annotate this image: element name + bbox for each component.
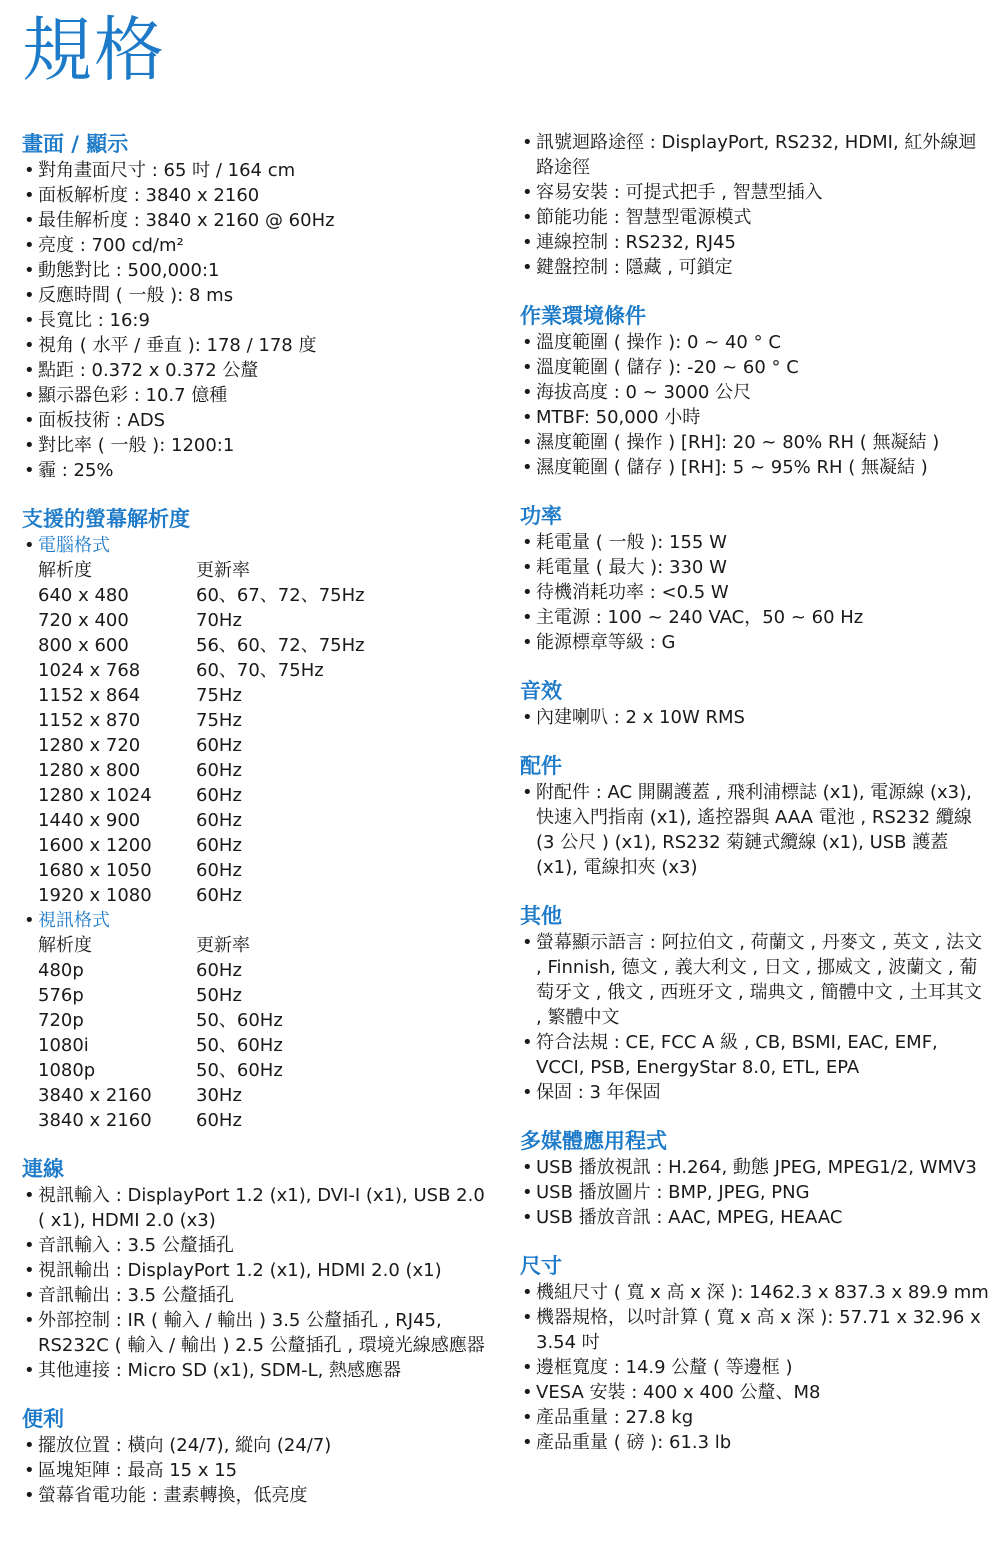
list-item: • 節能功能 : 智慧型電源模式 (520, 205, 990, 230)
refresh-cell: 50、60Hz (196, 1035, 283, 1056)
resolution-cell: 640 x 480 (38, 585, 129, 606)
table-row (38, 1008, 492, 1033)
list-item: • VESA 安裝 : 400 x 400 公釐、M8 (520, 1380, 990, 1405)
list-item: • 螢幕省電功能 : 畫素轉換，低亮度 (22, 1483, 492, 1508)
resolution-cell: 1152 x 870 (38, 710, 141, 731)
list-item: • 能源標章等級 : G (520, 630, 990, 655)
column-header-refresh: 更新率 (196, 560, 250, 581)
list-item: • 訊號迴路途徑 : DisplayPort, RS232, HDMI, 紅外線迴路途徑 (520, 130, 990, 180)
operating-list (520, 330, 990, 480)
list-item: • 溫度範圍 ( 儲存 ): -20 ~ 60 ° C (520, 355, 990, 380)
resolution-cell: 1440 x 900 (38, 810, 141, 831)
list-item: • 視訊輸出 : DisplayPort 1.2 (x1), HDMI 2.0 (x1) (22, 1258, 492, 1283)
list-item: • 動態對比 : 500,000:1 (22, 258, 492, 283)
table-row (38, 858, 492, 883)
list-item: • 顯示器色彩 : 10.7 億種 (22, 383, 492, 408)
resolution-cell: 576p (38, 985, 84, 1006)
list-item: • 音訊輸入 : 3.5 公釐插孔 (22, 1233, 492, 1258)
table-header-row (38, 933, 492, 958)
refresh-cell: 60Hz (196, 960, 242, 981)
list-item: • 耗電量 ( 最大 ): 330 W (520, 555, 990, 580)
list-item: • 螢幕顯示語言 : 阿拉伯文 , 荷蘭文 , 丹麥文 , 英文 , 法文 , Finnish, 德文 , 義大利文 , 日文 , 挪威文 , 波蘭文 , 葡萄牙文 , 俄文 , 西班牙文 , 瑞典文 , 簡體中文 , 土耳其文 , 繁體中文 (520, 930, 990, 1030)
list-item: • 面板技術 : ADS (22, 408, 492, 433)
display-list (22, 158, 492, 483)
table-row (38, 1033, 492, 1058)
section-accessories (520, 752, 990, 880)
refresh-cell: 60Hz (196, 885, 242, 906)
resolution-cell: 720p (38, 1010, 84, 1031)
resolution-cell: 480p (38, 960, 84, 981)
pc-resolution-table (38, 558, 492, 908)
resolution-cell: 1024 x 768 (38, 660, 141, 681)
table-row (38, 833, 492, 858)
section-sound (520, 677, 990, 730)
table-row (38, 633, 492, 658)
left-column (22, 130, 492, 1508)
table-row (38, 958, 492, 983)
section-heading-power: 功率 (520, 504, 562, 528)
section-resolutions (22, 505, 492, 1133)
list-item: • 溫度範圍 ( 操作 ): 0 ~ 40 ° C (520, 330, 990, 355)
section-operating-conditions (520, 302, 990, 480)
section-heading-convenience: 便利 (22, 1407, 64, 1431)
resolution-cell: 1080i (38, 1035, 89, 1056)
table-row (38, 808, 492, 833)
list-item: • 霾 : 25% (22, 458, 492, 483)
list-item: • 對比率 ( 一般 ): 1200:1 (22, 433, 492, 458)
section-heading-accessories: 配件 (520, 754, 562, 778)
list-item: • MTBF: 50,000 小時 (520, 405, 990, 430)
list-item: • 外部控制 : IR ( 輸入 / 輸出 ) 3.5 公釐插孔 , RJ45, RS232C ( 輸入 / 輸出 ) 2.5 公釐插孔 , 環境光線感應器 (22, 1308, 492, 1358)
subheading-video-format: • 視訊格式 (22, 908, 492, 933)
section-heading-multimedia: 多媒體應用程式 (520, 1129, 667, 1153)
refresh-cell: 60Hz (196, 810, 242, 831)
list-item: • 主電源 : 100 ~ 240 VAC，50 ~ 60 Hz (520, 605, 990, 630)
accessories-list (520, 780, 990, 880)
list-item: • 海拔高度 : 0 ~ 3000 公尺 (520, 380, 990, 405)
table-row (38, 658, 492, 683)
table-row (38, 608, 492, 633)
list-item: • 視角 ( 水平 / 垂直 ): 178 / 178 度 (22, 333, 492, 358)
refresh-cell: 60、67、72、75Hz (196, 585, 365, 606)
list-item: • 面板解析度 : 3840 x 2160 (22, 183, 492, 208)
sound-list (520, 705, 990, 730)
refresh-cell: 56、60、72、75Hz (196, 635, 365, 656)
resolution-cell: 1080p (38, 1060, 96, 1081)
section-heading-display: 畫面 / 顯示 (22, 132, 129, 156)
section-multimedia (520, 1127, 990, 1230)
section-dimensions (520, 1252, 990, 1455)
list-item: • 區塊矩陣 : 最高 15 x 15 (22, 1458, 492, 1483)
convenience-list (22, 1433, 492, 1508)
refresh-cell: 50Hz (196, 985, 242, 1006)
table-row (38, 758, 492, 783)
list-item: • 連線控制 : RS232, RJ45 (520, 230, 990, 255)
resolution-cell: 1152 x 864 (38, 685, 141, 706)
misc-list (520, 930, 990, 1105)
convenience-continued-list (520, 130, 990, 280)
list-item: • 機組尺寸 ( 寬 x 高 x 深 ): 1462.3 x 837.3 x 89.9 mm (520, 1280, 990, 1305)
list-item: • USB 播放圖片 : BMP, JPEG, PNG (520, 1180, 990, 1205)
resolution-cell: 1680 x 1050 (38, 860, 152, 881)
right-column (520, 130, 990, 1455)
resolution-cell: 720 x 400 (38, 610, 129, 631)
column-header-resolution: 解析度 (38, 935, 92, 956)
list-item: • 最佳解析度 : 3840 x 2160 @ 60Hz (22, 208, 492, 233)
refresh-cell: 60Hz (196, 835, 242, 856)
list-item: • 耗電量 ( 一般 ): 155 W (520, 530, 990, 555)
list-item: • USB 播放視訊 : H.264, 動態 JPEG, MPEG1/2, WMV3 (520, 1155, 990, 1180)
refresh-cell: 70Hz (196, 610, 242, 631)
refresh-cell: 75Hz (196, 710, 242, 731)
refresh-cell: 60、70、75Hz (196, 660, 324, 681)
table-row (38, 683, 492, 708)
list-item: • 邊框寬度 : 14.9 公釐 ( 等邊框 ) (520, 1355, 990, 1380)
list-item: • 符合法規 : CE, FCC A 級 , CB, BSMI, EAC, EMF, VCCI, PSB, EnergyStar 8.0, ETL, EPA (520, 1030, 990, 1080)
column-header-refresh: 更新率 (196, 935, 250, 956)
table-header-row (38, 558, 492, 583)
table-row (38, 583, 492, 608)
refresh-cell: 30Hz (196, 1085, 242, 1106)
resolution-cell: 1280 x 1024 (38, 785, 152, 806)
section-convenience-continued (520, 130, 990, 280)
resolution-cell: 3840 x 2160 (38, 1110, 152, 1131)
table-row (38, 783, 492, 808)
table-row (38, 733, 492, 758)
resolution-cell: 1600 x 1200 (38, 835, 152, 856)
resolution-cell: 800 x 600 (38, 635, 129, 656)
refresh-cell: 60Hz (196, 860, 242, 881)
list-item: • 其他連接 : Micro SD (x1), SDM-L, 熱感應器 (22, 1358, 492, 1383)
refresh-cell: 60Hz (196, 1110, 242, 1131)
video-resolution-table (38, 933, 492, 1133)
list-item: • 鍵盤控制 : 隱藏 , 可鎖定 (520, 255, 990, 280)
list-item: • 音訊輸出 : 3.5 公釐插孔 (22, 1283, 492, 1308)
section-heading-connectivity: 連線 (22, 1157, 64, 1181)
resolution-cell: 1280 x 800 (38, 760, 141, 781)
resolution-cell: 1280 x 720 (38, 735, 141, 756)
connectivity-list (22, 1183, 492, 1383)
refresh-cell: 60Hz (196, 785, 242, 806)
list-item: • 保固 : 3 年保固 (520, 1080, 990, 1105)
list-item: • 擺放位置 : 橫向 (24/7), 縱向 (24/7) (22, 1433, 492, 1458)
table-row (38, 883, 492, 908)
refresh-cell: 50、60Hz (196, 1060, 283, 1081)
resolution-cell: 1920 x 1080 (38, 885, 152, 906)
list-item: • 機器規格，以吋計算 ( 寬 x 高 x 深 ): 57.71 x 32.96 x 3.54 吋 (520, 1305, 990, 1355)
section-connectivity (22, 1155, 492, 1383)
table-row (38, 1058, 492, 1083)
list-item: • 內建喇叭 : 2 x 10W RMS (520, 705, 990, 730)
subheading-pc-format: • 電腦格式 (22, 533, 492, 558)
column-header-resolution: 解析度 (38, 560, 92, 581)
resolution-cell: 3840 x 2160 (38, 1085, 152, 1106)
list-item: • 附配件 : AC 開關護蓋 , 飛利浦標誌 (x1), 電源線 (x3), 快速入門指南 (x1), 遙控器與 AAA 電池 , RS232 纜線 (3 公尺 ) (x1), RS232 菊鏈式纜線 (x1), USB 護蓋 (x1), 電線扣夾 (x3) (520, 780, 990, 880)
list-item: • 點距 : 0.372 x 0.372 公釐 (22, 358, 492, 383)
power-list (520, 530, 990, 655)
list-item: • 反應時間 ( 一般 ): 8 ms (22, 283, 492, 308)
list-item: • 待機消耗功率 : <0.5 W (520, 580, 990, 605)
refresh-cell: 50、60Hz (196, 1010, 283, 1031)
list-item: • USB 播放音訊 : AAC, MPEG, HEAAC (520, 1205, 990, 1230)
section-heading-operating: 作業環境條件 (520, 304, 646, 328)
refresh-cell: 75Hz (196, 685, 242, 706)
dimensions-list (520, 1280, 990, 1455)
section-display (22, 130, 492, 483)
list-item: • 濕度範圍 ( 操作 ) [RH]: 20 ~ 80% RH ( 無凝結 ) (520, 430, 990, 455)
table-row (38, 983, 492, 1008)
table-row (38, 708, 492, 733)
section-heading-misc: 其他 (520, 904, 562, 928)
table-row (38, 1108, 492, 1133)
list-item: • 產品重量 ( 磅 ): 61.3 lb (520, 1430, 990, 1455)
list-item: • 對角畫面尺寸 : 65 吋 / 164 cm (22, 158, 492, 183)
section-heading-sound: 音效 (520, 679, 562, 703)
list-item: • 濕度範圍 ( 儲存 ) [RH]: 5 ~ 95% RH ( 無凝結 ) (520, 455, 990, 480)
list-item: • 亮度 : 700 cd/m² (22, 233, 492, 258)
section-heading-dimensions: 尺寸 (520, 1254, 562, 1278)
multimedia-list (520, 1155, 990, 1230)
section-convenience (22, 1405, 492, 1508)
section-misc (520, 902, 990, 1105)
list-item: • 產品重量 : 27.8 kg (520, 1405, 990, 1430)
section-heading-resolutions: 支援的螢幕解析度 (22, 507, 190, 531)
refresh-cell: 60Hz (196, 760, 242, 781)
section-power (520, 502, 990, 655)
list-item: • 容易安裝 : 可提式把手 , 智慧型插入 (520, 180, 990, 205)
refresh-cell: 60Hz (196, 735, 242, 756)
list-item: • 視訊輸入 : DisplayPort 1.2 (x1), DVI-I (x1), USB 2.0 ( x1), HDMI 2.0 (x3) (22, 1183, 492, 1233)
list-item: • 長寬比 : 16:9 (22, 308, 492, 333)
table-row (38, 1083, 492, 1108)
page-title: 規格 (22, 9, 166, 91)
